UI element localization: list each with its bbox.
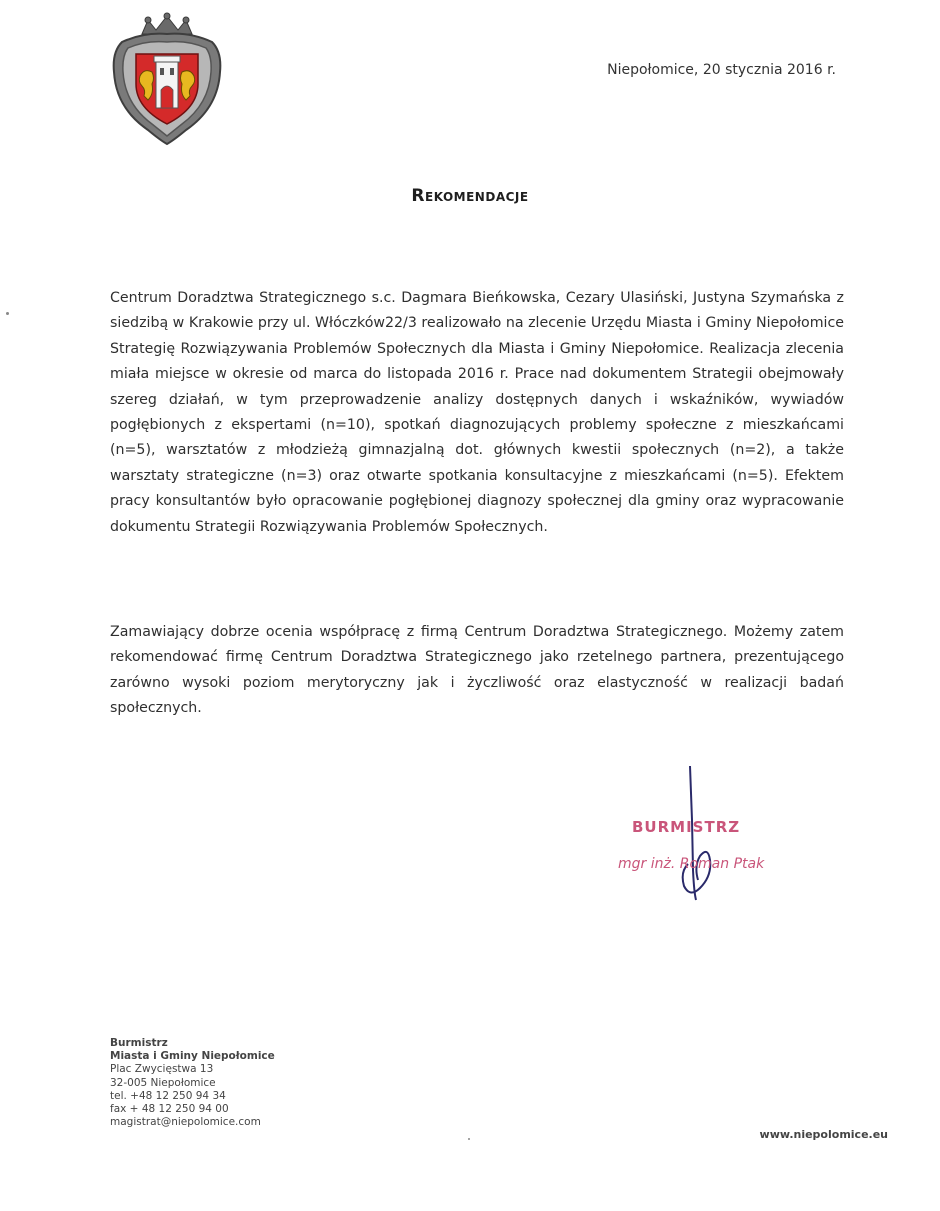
footer-line-4: 32-005 Niepołomice	[110, 1076, 216, 1089]
footer-line-2: Miasta i Gminy Niepołomice	[110, 1050, 275, 1063]
footer-line-1: Burmistrz	[110, 1037, 168, 1049]
footer-line-3: Plac Zwycięstwa 13	[110, 1063, 214, 1076]
body-paragraph-1: Centrum Doradztwa Strategicznego s.c. Dagmara Bieńkowska, Cezary Ulasiński, Justyna Szymańska z siedzibą w Krakowie przy ul. Włóczków22/3 realizowało na zlecenie Urzędu Miasta i Gminy Niepołomice Strategię Rozwiązywania Problemów Społecznych dla Miasta i Gminy Niepołomice. Realizacja zlecenia miała miejsce w okresie od marca do listopada 2016 r. Prace nad dokumentem Strategii obejmowały szereg działań, w tym przeprowadzenie analizy dostępnych danych i wskaźników, wywiadów pogłębionych z ekspertami (n=10), spotkań diagnozujących problemy społeczne z mieszkańcami (n=5), warsztatów z młodzieżą gimnazjalną dot. głównych kwestii społecznych (n=2), a także warsztaty strategiczne (n=3) oraz otwarte spotkania konsultacyjne z mieszkańcami (n=5). Efektem pracy konsultantów było opracowanie pogłębionej diagnozy społecznej dla gminy oraz wypracowanie dokumentu Strategii Rozwiązywania Problemów Społecznych.	[110, 290, 844, 535]
signature-title: BURMISTRZ	[632, 818, 741, 836]
signature-name: mgr inż. Roman Ptak	[618, 856, 765, 872]
footer-address	[110, 1037, 275, 1129]
footer-line-7: magistrat@niepolomice.com	[110, 1116, 261, 1129]
footer-line-6: fax + 48 12 250 94 00	[110, 1103, 229, 1116]
letter-title: Rekomendacje	[411, 186, 529, 206]
letter-date: Niepołomice, 20 stycznia 2016 r.	[607, 62, 836, 78]
crest-icon	[108, 12, 226, 146]
footer-website: www.niepolomice.eu	[759, 1128, 888, 1141]
footer-line-5: tel. +48 12 250 94 34	[110, 1089, 226, 1102]
body-paragraph-2: Zamawiający dobrze ocenia współpracę z firmą Centrum Doradztwa Strategicznego. Możemy zatem rekomendować firmę Centrum Doradztwa Strategicznego jako rzetelnego partnera, prezentującego zarówno wysoki poziom merytoryczny jak i życzliwość oraz elastyczność w realizacji badań społecznych.	[110, 624, 844, 717]
scan-speck	[468, 1138, 470, 1140]
scan-speck	[6, 312, 9, 315]
